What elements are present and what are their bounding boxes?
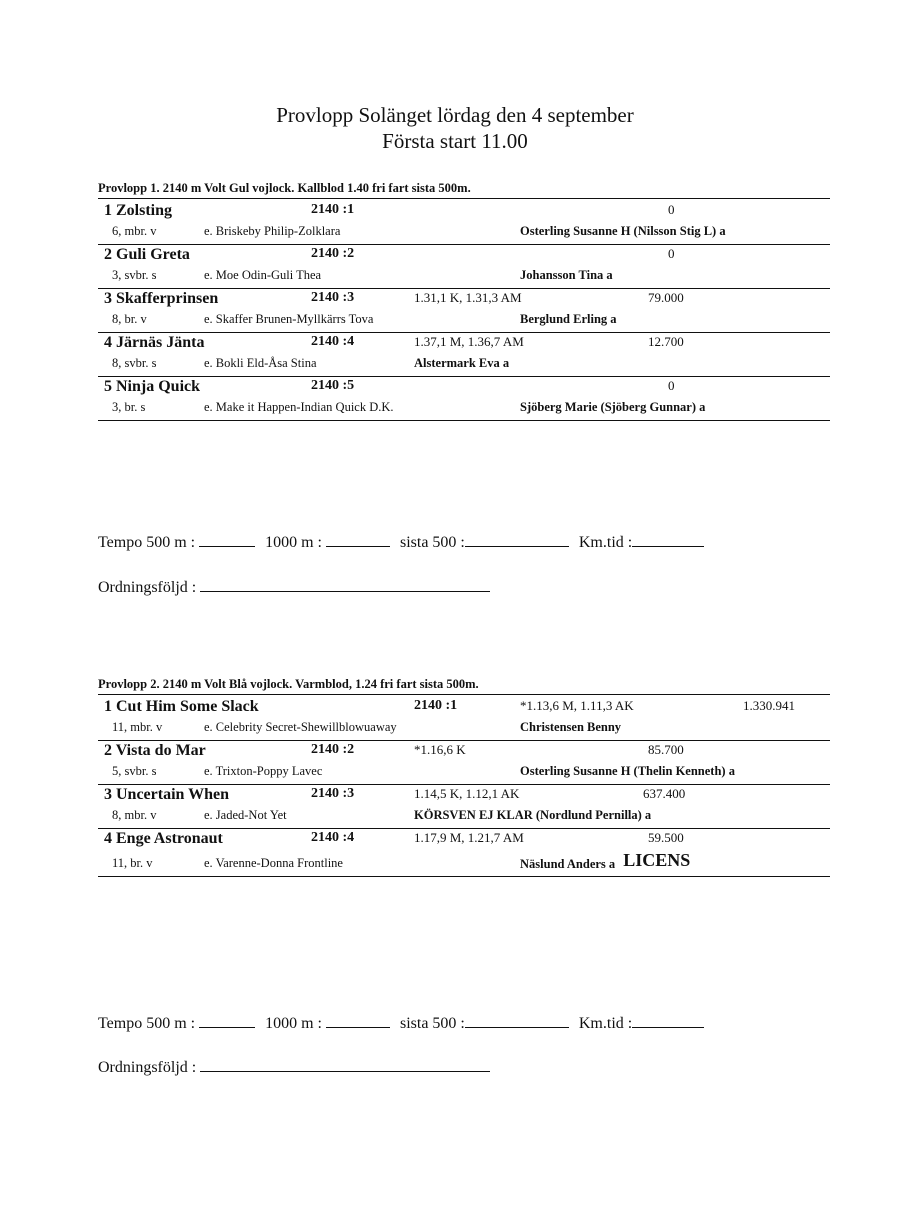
race-2-entry: [98, 784, 830, 829]
earnings: 0: [668, 378, 675, 393]
pedigree: e. Skaffer Brunen-Myllkärrs Tova: [204, 312, 374, 326]
earnings: 59.500: [648, 830, 684, 845]
order-blank: [200, 1057, 490, 1072]
driver: Osterling Susanne H (Nilsson Stig L) a: [520, 224, 726, 238]
tempo-1000-blank: [326, 532, 390, 547]
race-1-heading: Provlopp 1. 2140 m Volt Gul vojlock. Kallblod 1.40 fri fart sista 500m.: [98, 181, 471, 195]
tempo-500-blank: [199, 532, 255, 547]
km-time-label: Km.tid :: [578, 534, 633, 551]
order-label: Ordningsföljd :: [98, 579, 197, 596]
age-sex: 8, svbr. s: [112, 356, 157, 370]
race-2-entry: [98, 740, 830, 785]
driver: Osterling Susanne H (Thelin Kenneth) a: [520, 764, 735, 778]
distance-post: 2140 :3: [311, 786, 355, 801]
tempo-500-label: Tempo 500 m :: [98, 1015, 196, 1032]
race-1-entry: [98, 244, 830, 289]
tempo-1000-blank: [326, 1013, 390, 1028]
race-2-entry: [98, 828, 830, 877]
records: *1.16,6 K: [414, 742, 466, 757]
earnings: 0: [668, 202, 675, 217]
licens-note: LICENS: [623, 850, 691, 870]
pedigree: e. Celebrity Secret-Shewillblowuaway: [204, 720, 397, 734]
horse-name: 4 Enge Astronaut: [104, 830, 223, 847]
horse-name: 2 Guli Greta: [104, 246, 190, 263]
distance-post: 2140 :2: [311, 742, 355, 757]
tempo-1000-label: 1000 m :: [265, 1015, 322, 1032]
tempo-500-label: Tempo 500 m :: [98, 534, 196, 551]
first-start-time: Första start 11.00: [382, 129, 528, 153]
page-title: Provlopp Solänget lördag den 4 september: [276, 103, 634, 127]
tempo-1000-label: 1000 m :: [265, 534, 322, 551]
distance-post: 2140 :1: [414, 698, 458, 713]
order-blank: [200, 577, 490, 592]
driver: Alstermark Eva a: [414, 356, 510, 370]
last-500-blank: [465, 532, 569, 547]
age-sex: 11, br. v: [112, 856, 153, 870]
driver: Johansson Tina a: [520, 268, 613, 282]
race-1-entry: [98, 288, 830, 333]
pedigree: e. Trixton-Poppy Lavec: [204, 764, 323, 778]
driver: Näslund Anders a: [520, 857, 616, 871]
race-1-entry: [98, 376, 830, 421]
last-500-label: sista 500 :: [399, 1015, 465, 1032]
pedigree: e. Briskeby Philip-Zolklara: [204, 224, 341, 238]
records: *1.13,6 M, 1.11,3 AK: [520, 698, 634, 713]
race-1-entry: [98, 200, 830, 245]
tempo-500-blank: [199, 1013, 255, 1028]
distance-post: 2140 :2: [311, 246, 355, 261]
age-sex: 8, mbr. v: [112, 808, 157, 822]
earnings: 637.400: [643, 786, 686, 801]
driver: Christensen Benny: [520, 720, 622, 734]
driver: KÖRSVEN EJ KLAR (Nordlund Pernilla) a: [414, 808, 652, 822]
distance-post: 2140 :3: [311, 290, 355, 305]
records: 1.17,9 M, 1.21,7 AM: [414, 830, 524, 845]
driver: Sjöberg Marie (Sjöberg Gunnar) a: [520, 400, 706, 414]
distance-post: 2140 :1: [311, 202, 355, 217]
km-time-blank: [632, 1013, 704, 1028]
pedigree: e. Varenne-Donna Frontline: [204, 856, 343, 870]
order-label: Ordningsföljd :: [98, 1059, 197, 1076]
race-2-tempo-line: [98, 1013, 704, 1033]
race-1-order-line: [98, 577, 490, 597]
km-time-blank: [632, 532, 704, 547]
age-sex: 5, svbr. s: [112, 764, 157, 778]
last-500-blank: [465, 1013, 569, 1028]
race-1-table-top-rule: [98, 198, 830, 199]
age-sex: 8, br. v: [112, 312, 147, 326]
age-sex: 11, mbr. v: [112, 720, 163, 734]
horse-name: 1 Cut Him Some Slack: [104, 698, 259, 715]
horse-name: 2 Vista do Mar: [104, 742, 206, 759]
earnings: 12.700: [648, 334, 684, 349]
horse-name: 5 Ninja Quick: [104, 378, 201, 395]
age-sex: 3, svbr. s: [112, 268, 157, 282]
records: 1.14,5 K, 1.12,1 AK: [414, 786, 520, 801]
earnings: 0: [668, 246, 675, 261]
pedigree: e. Jaded-Not Yet: [204, 808, 287, 822]
race-2-heading: Provlopp 2. 2140 m Volt Blå vojlock. Varmblod, 1.24 fri fart sista 500m.: [98, 677, 479, 691]
race-2-order-line: [98, 1057, 490, 1077]
horse-name: 3 Uncertain When: [104, 786, 230, 803]
earnings: 79.000: [648, 290, 684, 305]
km-time-label: Km.tid :: [578, 1015, 633, 1032]
earnings: 1.330.941: [743, 698, 795, 713]
driver: Berglund Erling a: [520, 312, 617, 326]
last-500-label: sista 500 :: [399, 534, 465, 551]
records: 1.37,1 M, 1.36,7 AM: [414, 334, 524, 349]
driver-with-licens: [520, 852, 690, 873]
horse-name: 4 Järnäs Jänta: [104, 334, 205, 351]
distance-post: 2140 :5: [311, 378, 355, 393]
earnings: 85.700: [648, 742, 684, 757]
pedigree: e. Moe Odin-Guli Thea: [204, 268, 322, 282]
distance-post: 2140 :4: [311, 830, 355, 845]
race-1-tempo-line: [98, 532, 704, 552]
horse-name: 1 Zolsting: [104, 202, 173, 219]
race-2-entry: [98, 696, 830, 741]
age-sex: 6, mbr. v: [112, 224, 157, 238]
race-1-entry: [98, 332, 830, 377]
horse-name: 3 Skafferprinsen: [104, 290, 219, 307]
age-sex: 3, br. s: [112, 400, 146, 414]
pedigree: e. Bokli Eld-Åsa Stina: [204, 356, 317, 370]
pedigree: e. Make it Happen-Indian Quick D.K.: [204, 400, 394, 414]
records: 1.31,1 K, 1.31,3 AM: [414, 290, 522, 305]
distance-post: 2140 :4: [311, 334, 355, 349]
race-2-table-top-rule: [98, 694, 830, 695]
